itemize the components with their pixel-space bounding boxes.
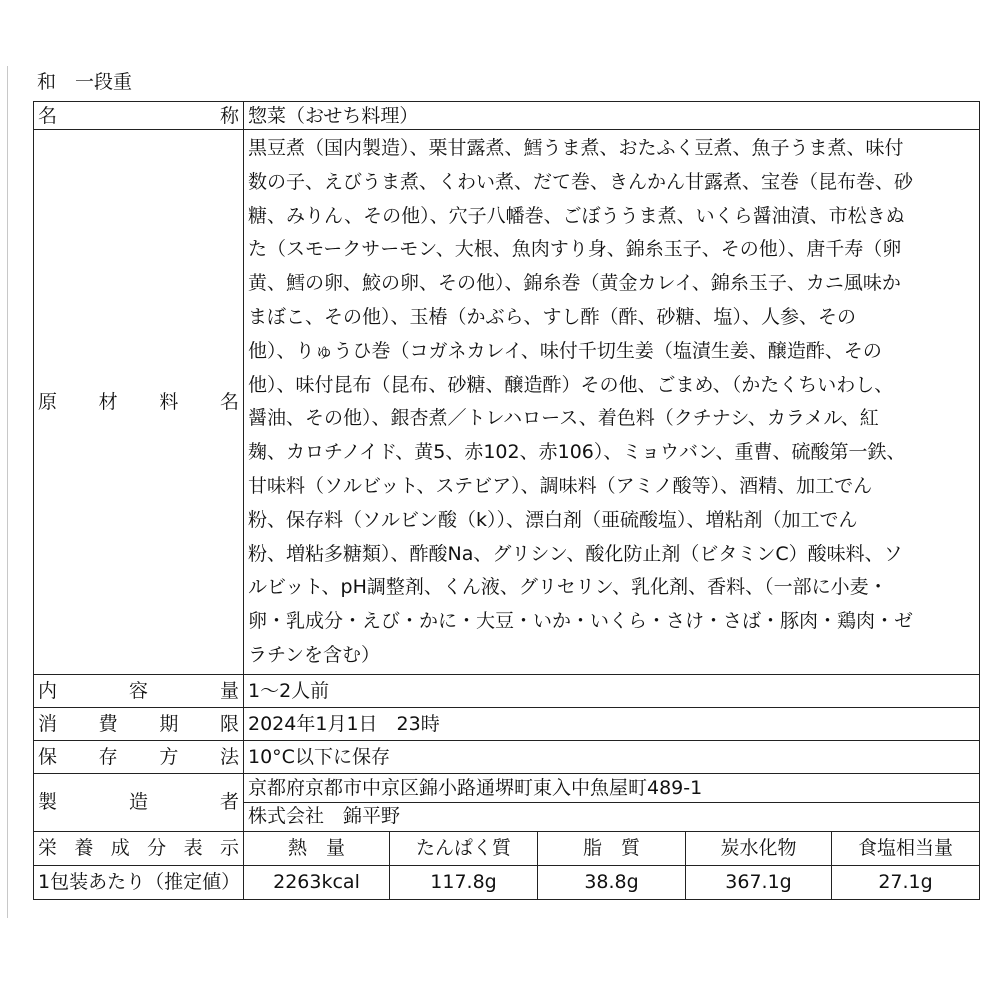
row-manufacturer — [34, 773, 980, 831]
value-manufacturer — [244, 773, 980, 831]
value-storage: 10°C以下に保存 — [244, 740, 980, 773]
label-char: 原 — [38, 390, 58, 413]
label-char: 材 — [98, 390, 118, 413]
manufacturer-company: 株式会社 錦平野 — [244, 802, 979, 830]
value-contents: 1〜2人前 — [244, 674, 980, 707]
ingredient-line: 黄、鱈の卵、鮫の卵、その他）、錦糸巻（黄金カレイ、錦糸玉子、カニ風味か — [248, 272, 901, 295]
label-manufacturer — [34, 773, 244, 831]
label-char: 示 — [219, 837, 239, 860]
row-storage — [34, 740, 980, 773]
food-label-table — [33, 101, 980, 900]
ingredient-line: 醤油、その他）、銀杏煮／トレハロース、着色料（クチナシ、カラメル、紅 — [248, 407, 879, 430]
label-ingredients — [34, 130, 244, 675]
nutrition-basis: 1包装あたり（推定値） — [34, 865, 244, 899]
value-ingredients — [244, 130, 980, 675]
nutrition-value-salt: 27.1g — [832, 865, 980, 899]
ingredient-line: 麹、カロチノイド、黄5、赤102、赤106）、ミョウバン、重曹、硫酸第一鉄、 — [248, 441, 906, 464]
label-char: 称 — [219, 104, 239, 127]
label-char: 製 — [38, 791, 58, 814]
label-name — [34, 102, 244, 130]
ingredient-line: た（スモークサーモン、大根、魚肉すり身、錦糸玉子、その他）、唐千寿（卵 — [248, 238, 902, 261]
ingredient-line: 数の子、えびうま煮、くわい煮、だて巻、きんかん甘露煮、宝巻（昆布巻、砂 — [248, 170, 914, 193]
ingredient-line: 黒豆煮（国内製造）、栗甘露煮、鱈うま煮、おたふく豆煮、魚子うま煮、味付 — [248, 137, 904, 159]
ingredient-line: ルビット、pH調整剤、くん液、グリセリン、乳化剤、香料、（一部に小麦・ — [248, 576, 888, 599]
ingredient-line: 粉、増粘多糖類）、酢酸Na、グリシン、酸化防止剤（ビタミンC）酸味料、ソ — [248, 542, 903, 565]
label-char: 方 — [159, 745, 179, 768]
label-char: 容 — [128, 679, 148, 702]
label-expiry — [34, 707, 244, 740]
value-name: 惣菜（おせち料理） — [244, 102, 980, 130]
label-nutrition — [34, 831, 244, 865]
label-char: 表 — [183, 837, 203, 860]
frame-edge — [7, 66, 8, 918]
label-char: 法 — [219, 745, 239, 768]
ingredient-line: 粉、保存料（ソルビン酸（k））、漂白剤（亜硫酸塩）、増粘剤（加工でん — [248, 508, 858, 531]
value-expiry: 2024年1月1日 23時 — [244, 707, 980, 740]
nutrition-header-protein: たんぱく質 — [390, 831, 538, 865]
row-nutrition-values — [34, 865, 980, 899]
label-char: 存 — [98, 745, 118, 768]
label-char: 料 — [159, 390, 179, 413]
row-ingredients — [34, 130, 980, 675]
label-char: 者 — [219, 791, 239, 814]
label-char: 内 — [38, 679, 58, 702]
nutrition-value-carbohydrate: 367.1g — [686, 865, 832, 899]
row-expiry — [34, 707, 980, 740]
label-char: 名 — [219, 390, 239, 413]
label-char: 成 — [110, 837, 130, 860]
row-contents — [34, 674, 980, 707]
manufacturer-address: 京都府京都市中京区錦小路通堺町東入中魚屋町489-1 — [248, 776, 703, 799]
nutrition-value-energy: 2263kcal — [244, 865, 390, 899]
product-name: 和 一段重 — [37, 71, 133, 93]
label-char: 栄 — [38, 837, 58, 860]
label-char: 期 — [159, 712, 179, 735]
label-char: 消 — [38, 712, 58, 735]
label-char: 費 — [98, 712, 118, 735]
nutrition-value-protein: 117.8g — [390, 865, 538, 899]
ingredient-line: まぼこ、その他）、玉椿（かぶら、すし酢（酢、砂糖、塩）、人参、その — [248, 305, 857, 328]
nutrition-header-fat: 脂 質 — [538, 831, 686, 865]
nutrition-value-fat: 38.8g — [538, 865, 686, 899]
ingredient-line: 他）、りゅうひ巻（コガネカレイ、味付千切生姜（塩漬生姜、醸造酢、その — [248, 339, 882, 362]
row-name — [34, 102, 980, 130]
label-char: 名 — [38, 104, 58, 127]
label-char: 分 — [147, 837, 167, 860]
manufacturer-lines — [244, 775, 979, 830]
ingredient-line: 糖、みりん、その他）、穴子八幡巻、ごぼううま煮、いくら醤油漬、市松きぬ — [248, 204, 905, 227]
label-char: 限 — [219, 712, 239, 735]
row-nutrition-headers — [34, 831, 980, 865]
label-char: 保 — [38, 745, 58, 768]
ingredient-line: ラチンを含む） — [248, 643, 381, 666]
nutrition-header-carbohydrate: 炭水化物 — [686, 831, 832, 865]
label-char: 量 — [219, 679, 239, 702]
label-char: 養 — [74, 837, 94, 860]
label-contents — [34, 674, 244, 707]
ingredient-line: 他）、味付昆布（昆布、砂糖、醸造酢）その他、ごまめ、（かたくちいわし、 — [248, 373, 894, 396]
label-char: 造 — [128, 791, 148, 814]
label-storage — [34, 740, 244, 773]
nutrition-header-salt: 食塩相当量 — [832, 831, 980, 865]
nutrition-header-energy: 熱 量 — [244, 831, 390, 865]
ingredient-line: 卵・乳成分・えび・かに・大豆・いか・いくら・さけ・さば・豚肉・鶏肉・ゼ — [248, 610, 914, 633]
ingredient-line: 甘味料（ソルビット、ステビア）、調味料（アミノ酸等）、酒精、加工でん — [248, 474, 873, 497]
